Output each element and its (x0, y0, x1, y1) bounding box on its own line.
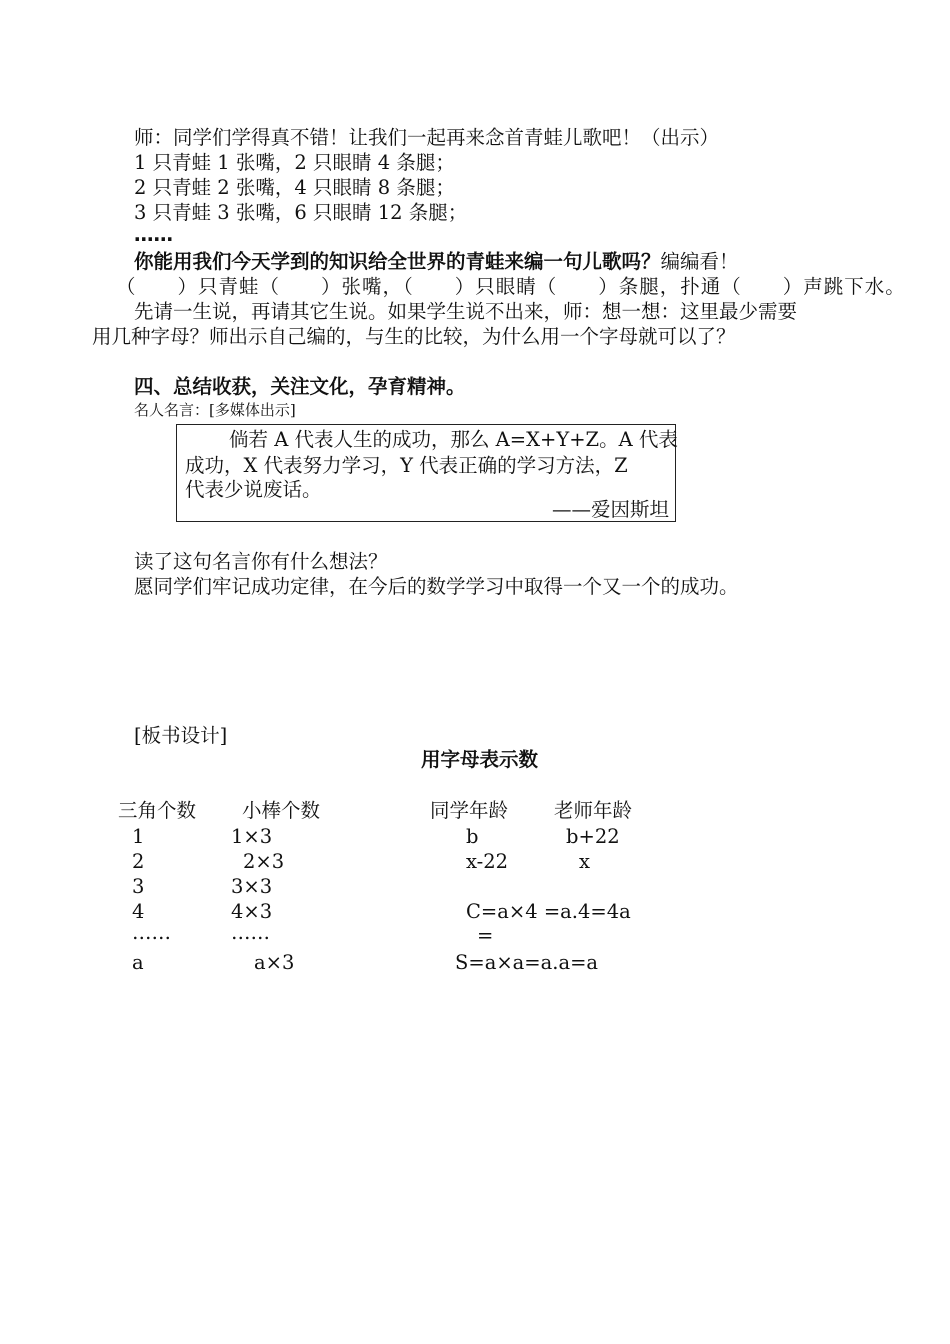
col3-row1: b (466, 825, 479, 848)
header-student-age: 同学年龄 (430, 799, 509, 822)
col4-row1: b+22 (566, 825, 620, 848)
col3-row4: C=a×4 =a.4=4a (466, 900, 631, 923)
explain-line-1: 先请一生说，再请其它生说。如果学生说不出来，师：想一想：这里最少需要 (134, 300, 798, 323)
col1-row4: 4 (132, 900, 145, 923)
board-design-label: [板书设计] (134, 724, 228, 747)
quote-box (176, 424, 676, 522)
header-teacher-age: 老师年龄 (554, 799, 633, 822)
col2-row5: …… (231, 921, 270, 944)
quote-author: ——爱因斯坦 (551, 498, 669, 521)
col3-row2: x-22 (466, 850, 509, 873)
col1-row1: 1 (132, 825, 145, 848)
rhyme-line-2: 2 只青蛙 2 张嘴，4 只眼睛 8 条腿； (134, 176, 455, 199)
quote-line-1: 倘若 A 代表人生的成功，那么 A=X+Y+Z。A 代表 (229, 428, 678, 451)
header-stick-count: 小棒个数 (242, 799, 321, 822)
col4-row2: x (579, 850, 590, 873)
col1-row5: …… (132, 921, 171, 944)
rhyme-line-3: 3 只青蛙 3 张嘴，6 只眼睛 12 条腿； (134, 201, 468, 224)
col1-row3: 3 (132, 875, 145, 898)
rhyme-ellipsis: …… (134, 223, 173, 246)
col2-row1: 1×3 (231, 825, 273, 848)
quote-line-2: 成功，X 代表努力学习，Y 代表正确的学习方法，Z (185, 454, 628, 477)
fill-blank-line: （ ）只青蛙（ ）张嘴，（ ）只眼睛（ ）条腿，扑通（ ）声跳下水。 (116, 275, 906, 298)
question-line (134, 249, 739, 275)
col1-row2: 2 (132, 850, 145, 873)
rhyme-line-1: 1 只青蛙 1 张嘴，2 只眼睛 4 条腿； (134, 151, 455, 174)
question-tail-text: 编编看！ (660, 250, 739, 273)
teacher-line: 师：同学们学得真不错！让我们一起再来念首青蛙儿歌吧！（出示） (134, 126, 720, 149)
col2-row2: 2×3 (243, 850, 285, 873)
section-4-heading: 四、总结收获，关注文化，孕育精神。 (134, 375, 466, 398)
after-quote-line-1: 读了这句名言你有什么想法？ (134, 550, 388, 573)
explain-line-2: 用几种字母？师出示自己编的，与生的比较，为什么用一个字母就可以了？ (92, 325, 736, 348)
header-triangle-count: 三角个数 (118, 799, 197, 822)
board-title: 用字母表示数 (421, 748, 539, 771)
col2-row3: 3×3 (231, 875, 273, 898)
quote-label: 名人名言：[多媒体出示] (134, 401, 296, 419)
after-quote-line-2: 愿同学们牢记成功定律，在今后的数学学习中取得一个又一个的成功。 (134, 575, 739, 598)
col3-row6: S=a×a=a.a=a (455, 951, 599, 974)
col3-row5: = (477, 924, 494, 947)
col2-row4: 4×3 (231, 900, 273, 923)
col1-row6: a (132, 951, 144, 974)
quote-line-3: 代表少说废话。 (185, 478, 322, 501)
col2-row6: a×3 (254, 951, 295, 974)
question-bold-text: 你能用我们今天学到的知识给全世界的青蛙来编一句儿歌吗？ (134, 250, 661, 273)
